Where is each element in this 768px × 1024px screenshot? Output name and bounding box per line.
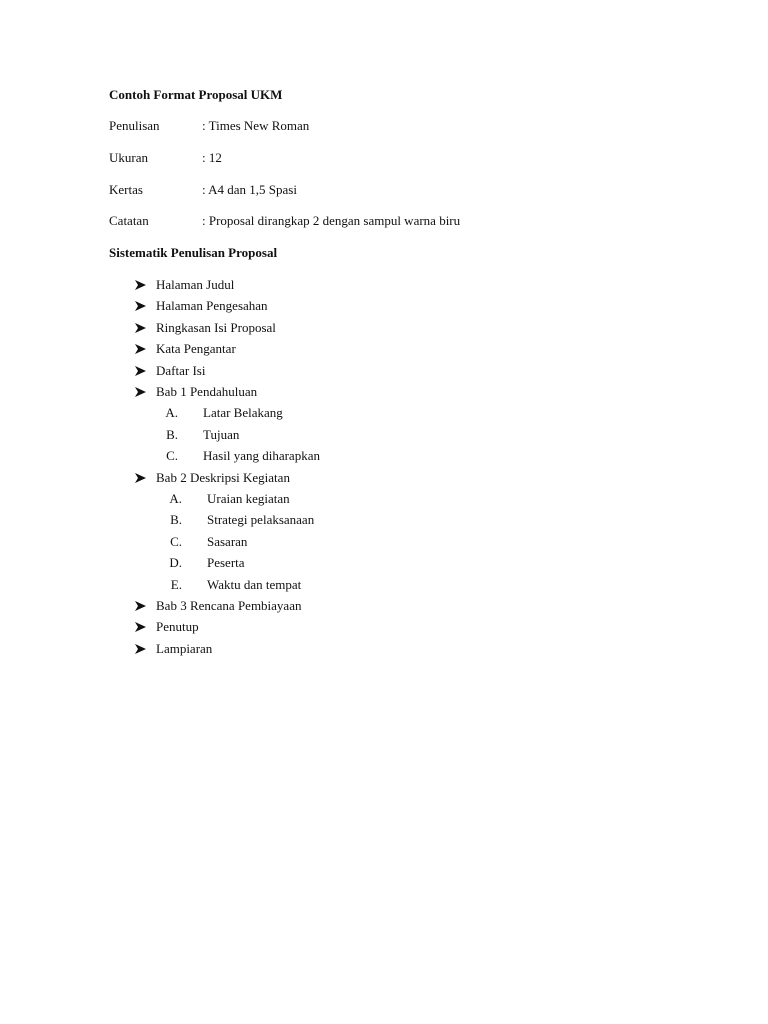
arrowhead-bullet-icon — [135, 341, 147, 357]
outline-subitem-label: Uraian kegiatan — [207, 491, 290, 506]
spec-label: Catatan — [109, 213, 149, 228]
outline-item-label: Kata Pengantar — [156, 341, 236, 357]
arrowhead-bullet-icon — [135, 641, 147, 657]
arrowhead-bullet-icon — [135, 277, 147, 293]
outline-item-label: Daftar Isi — [156, 362, 206, 378]
outline-subitem-letter: E. — [170, 576, 182, 592]
outline-subitem-letter: B. — [166, 426, 178, 442]
spec-value: : Proposal dirangkap 2 dengan sampul warna biru — [202, 213, 461, 228]
spec-value: : 12 — [202, 150, 222, 165]
outline-item-label: Halaman Judul — [156, 277, 235, 292]
outline-item-label: Lampiaran — [156, 640, 213, 656]
outline-item-label: Bab 1 Pendahuluan — [156, 384, 258, 399]
outline-item-label: Ringkasan Isi Proposal — [156, 319, 276, 335]
outline-subitem-label: Sasaran — [207, 533, 248, 549]
outline-subitem-label: Latar Belakang — [203, 405, 283, 421]
arrowhead-bullet-icon — [135, 619, 147, 635]
spec-label: Penulisan — [109, 118, 160, 133]
outline-subitem-label: Strategi pelaksanaan — [207, 512, 315, 528]
outline-subitem-label: Tujuan — [203, 426, 240, 442]
arrowhead-bullet-icon — [135, 598, 147, 614]
outline-subitem-letter: A. — [165, 405, 178, 421]
outline-item-label: Bab 2 Deskripsi Kegiatan — [156, 469, 290, 485]
spec-label: Kertas — [109, 182, 143, 197]
outline-item-label: Bab 3 Rencana Pembiayaan — [156, 598, 302, 613]
outline-subitem-label: Hasil yang diharapkan — [203, 448, 320, 464]
outline-subitem-letter: C. — [166, 448, 178, 464]
document-title: Contoh Format Proposal UKM — [109, 87, 283, 102]
outline-item-label: Penutup — [156, 619, 199, 635]
outline-subitem-letter: B. — [170, 512, 182, 528]
spec-value: : A4 dan 1,5 Spasi — [202, 182, 297, 197]
outline-subitem-label: Waktu dan tempat — [207, 576, 302, 592]
outline-item-label: Halaman Pengesahan — [156, 298, 268, 314]
arrowhead-bullet-icon — [135, 298, 147, 314]
outline-subitem-letter: A. — [169, 491, 182, 506]
arrowhead-bullet-icon — [135, 470, 147, 486]
outline-subitem-label: Peserta — [207, 555, 245, 571]
section-heading: Sistematik Penulisan Proposal — [109, 245, 278, 260]
spec-value: : Times New Roman — [202, 118, 310, 133]
outline-subitem-letter: C. — [170, 533, 182, 549]
arrowhead-bullet-icon — [135, 363, 147, 379]
arrowhead-bullet-icon — [135, 320, 147, 336]
arrowhead-bullet-icon — [135, 384, 147, 400]
spec-label: Ukuran — [109, 150, 148, 165]
outline-subitem-letter: D. — [169, 555, 182, 571]
